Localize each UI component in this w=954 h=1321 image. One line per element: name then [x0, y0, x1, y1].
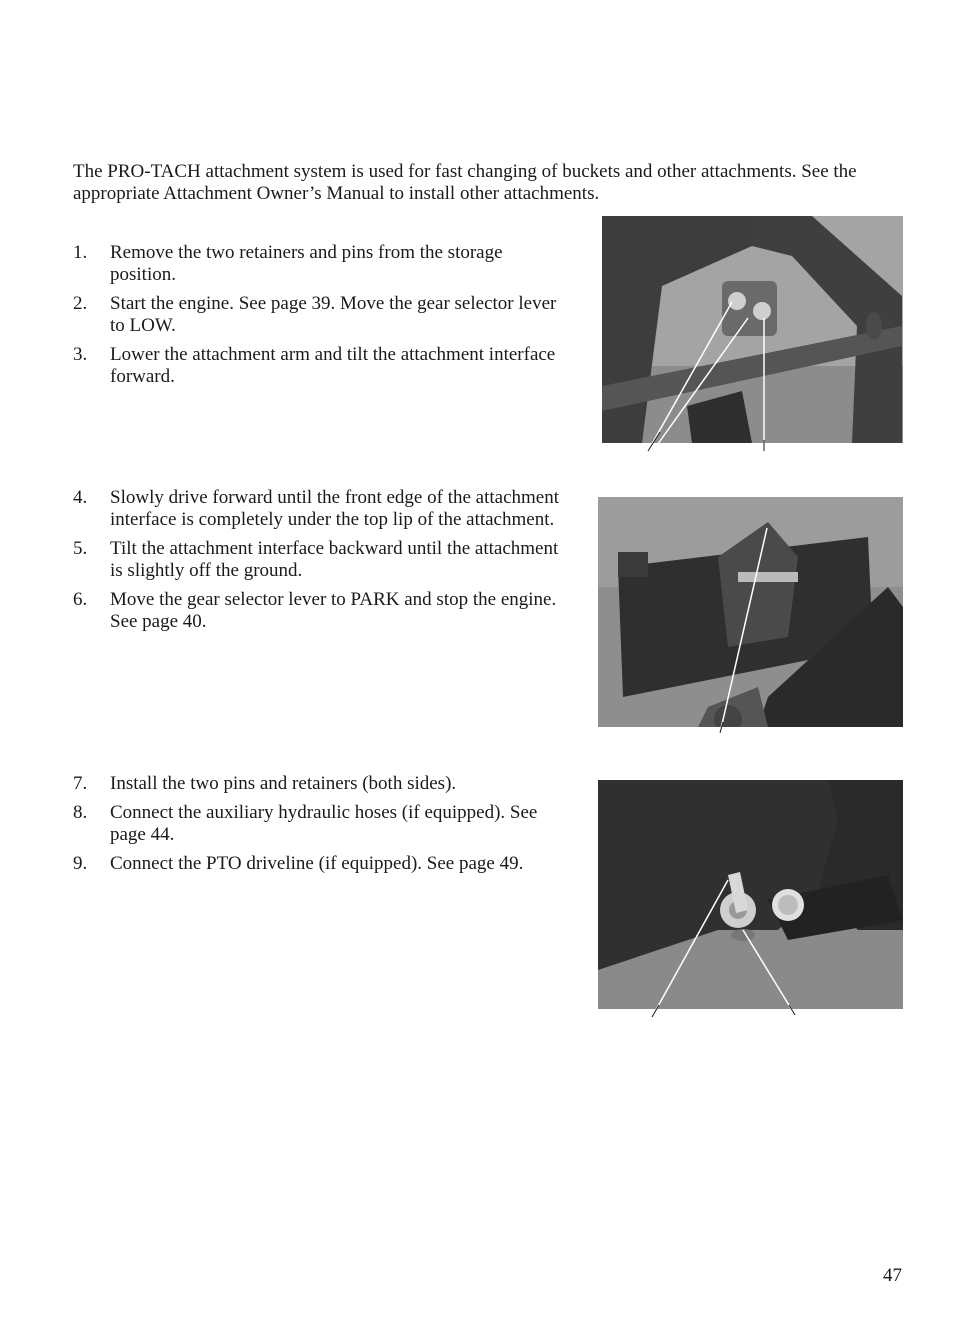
list-item — [73, 487, 573, 531]
step-text: Lower the attachment arm and tilt the attachment interface forward. — [110, 344, 556, 387]
list-item — [73, 242, 573, 286]
page-number: 47 — [883, 1265, 902, 1286]
list-item — [73, 293, 573, 337]
list-item — [73, 538, 573, 582]
step-text: Install the two pins and retainers (both sides). — [110, 773, 457, 794]
step-number: 2. — [73, 293, 88, 314]
steps-list-3 — [73, 773, 573, 882]
photo-pin-retainer — [598, 780, 903, 1009]
step-text: Move the gear selector lever to PARK and stop the engine. See page 40. — [110, 589, 557, 632]
step-number: 1. — [73, 242, 88, 263]
step-number: 6. — [73, 589, 88, 610]
step-number: 3. — [73, 344, 88, 365]
step-text: Connect the PTO driveline (if equipped). See page 49. — [110, 853, 524, 874]
step-number: 7. — [73, 773, 88, 794]
step-number: 4. — [73, 487, 88, 508]
photo-pin-storage — [602, 216, 903, 443]
step-text: Tilt the attachment interface backward until the attachment is slightly off the ground. — [110, 538, 559, 581]
steps-list-2 — [73, 487, 573, 640]
step-number: 5. — [73, 538, 88, 559]
step-number: 8. — [73, 802, 88, 823]
list-item — [73, 853, 573, 875]
step-text: Connect the auxiliary hydraulic hoses (if equipped). See page 44. — [110, 802, 538, 845]
photo-attachment-lip — [598, 497, 903, 727]
list-item — [73, 344, 573, 388]
list-item — [73, 589, 573, 633]
list-item — [73, 802, 573, 846]
step-number: 9. — [73, 853, 88, 874]
step-text: Start the engine. See page 39. Move the gear selector lever to LOW. — [110, 293, 557, 336]
steps-list-1 — [73, 242, 573, 395]
intro-paragraph: The PRO-TACH attachment system is used for fast changing of buckets and other attachments. See the appropriate Attachment Owner’s Manual to install other attachments. — [73, 161, 857, 204]
step-text: Slowly drive forward until the front edge of the attachment interface is completely under the top lip of the attachment. — [110, 487, 560, 530]
list-item — [73, 773, 573, 795]
step-text: Remove the two retainers and pins from the storage position. — [110, 242, 503, 285]
